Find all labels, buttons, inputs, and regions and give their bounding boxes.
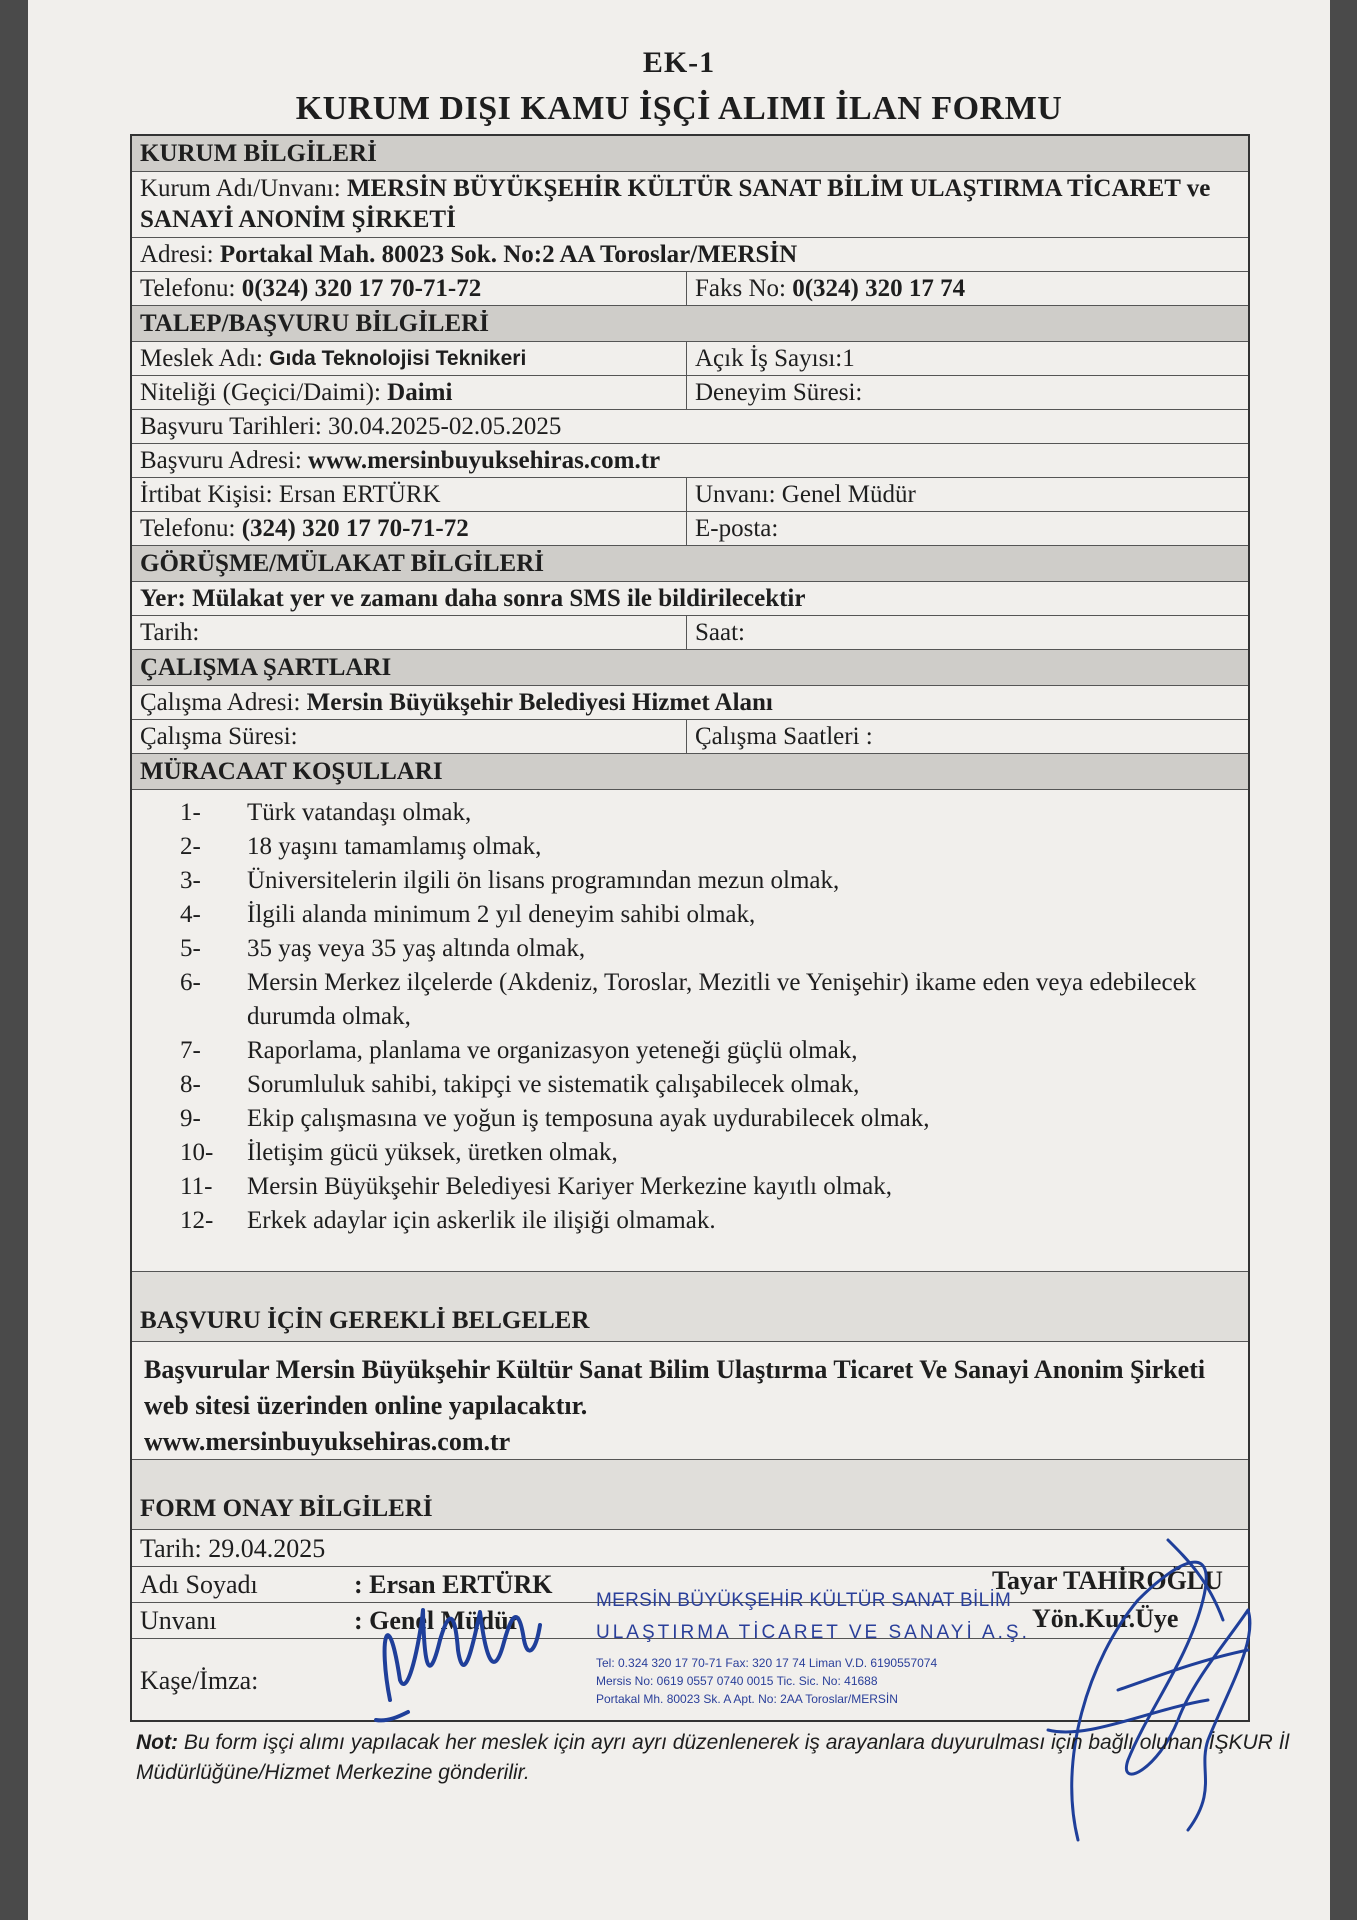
second-signatory-title: Yön.Kur.Üye [1032,1604,1179,1633]
list-item: 1- Türk vatandaşı olmak, [180,799,472,826]
approval-name-value: : Ersan ERTÜRK [354,1570,553,1599]
email-label: E-posta: [695,514,779,542]
interview-place-label: Yer: [140,584,186,612]
list-item: 4- İlgili alanda minimum 2 yıl deneyim sahibi olmak, [180,901,756,928]
section-title: ÇALIŞMA ŞARTLARI [140,653,392,681]
kurum-phone-label: Telefonu: [140,274,236,302]
documents-url: www.mersinbuyuksehiras.com.tr [144,1427,511,1456]
approval-title-value: : Genel Müdür [354,1606,521,1635]
approval-title-label: Unvanı [140,1606,217,1635]
section-title: TALEP/BAŞVURU BİLGİLERİ [140,309,489,337]
form-title: KURUM DIŞI KAMU İŞÇİ ALIMI İLAN FORMU [295,90,1063,127]
section-title: KURUM BİLGİLERİ [140,139,377,167]
approval-name-label: Adı Soyadı [140,1570,258,1599]
openings-label: Açık İş Sayısı: [695,344,843,372]
list-item: 10- İletişim gücü yüksek, üretken olmak, [180,1139,618,1166]
interview-place-value: Mülakat yer ve zamanı daha sonra SMS ile bildirilecektir [192,584,806,612]
documents-body: Başvurular Mersin Büyükşehir Kültür Sanat Bilim Ulaştırma Ticaret Ve Sanayi Anonim Şirketi web sitesi üzerinden online yapılacaktır. [144,1355,1206,1420]
second-signatory-name: Tayar TAHİROĞLU [992,1566,1223,1595]
kurum-name-label: Kurum Adı/Unvanı: [140,175,341,202]
list-item: 6- Mersin Merkez ilçelerde (Akdeniz, Toroslar, Mezitli ve Yenişehir) ikame eden veya edebilecek durumda olmak, [180,969,1197,1030]
note-text: Bu form işçi alımı yapılacak her meslek için ayrı ayrı düzenlenerek iş arayanlara duyurulması için bağlı olunan İŞKUR İl Müdürlüğüne/Hizmet Merkezine gönderilir. [136,1731,1290,1784]
apply-address-value: www.mersinbuyuksehiras.com.tr [308,446,661,474]
kurum-phone-value: 0(324) 320 17 70-71-72 [241,274,482,302]
stamp-line: Portakal Mh. 80023 Sk. A Apt. No: 2AA Toroslar/MERSİN [596,1692,898,1706]
approval-date-label: Tarih: [140,1534,202,1563]
annex-label: EK-1 [642,46,716,79]
section-title: BAŞVURU İÇİN GEREKLİ BELGELER [140,1307,590,1334]
work-duration-label: Çalışma Süresi: [140,722,298,750]
contact-label: İrtibat Kişisi: [140,480,273,508]
openings-value: 1 [842,344,855,372]
kurum-address-label: Adresi: [140,240,214,268]
section-title: FORM ONAY BİLGİLERİ [140,1495,433,1522]
stamp-line: MERSİN BÜYÜKŞEHİR KÜLTÜR SANAT BİLİM [596,1590,1012,1611]
list-item: 12- Erkek adaylar için askerlik ile ilişiği olmamak. [180,1207,716,1234]
interview-time-label: Saat: [695,618,745,646]
job-value: Gıda Teknolojisi Teknikeri [269,346,527,370]
contact-phone-label: Telefonu: [140,514,236,542]
job-label: Meslek Adı: [140,344,263,372]
list-item: 8- Sorumluluk sahibi, takipçi ve sistematik çalışabilecek olmak, [180,1071,860,1098]
contact-title-label: Unvanı: [695,480,776,508]
work-hours-label: Çalışma Saatleri : [695,722,873,750]
stamp-signature-label: Kaşe/İmza: [140,1666,259,1695]
approval-date-value: 29.04.2025 [208,1534,326,1563]
apply-address-label: Başvuru Adresi: [140,446,302,474]
list-item: 3- Üniversitelerin ilgili ön lisans programından mezun olmak, [180,867,840,894]
kurum-fax-label: Faks No: [695,274,786,302]
section-title: GÖRÜŞME/MÜLAKAT BİLGİLERİ [140,549,545,577]
work-address-label: Çalışma Adresi: [140,688,301,716]
stamp-line: Mersis No: 0619 0557 0740 0015 Tic. Sic. No: 41688 [596,1674,878,1688]
stamp-line: ULAŞTIRMA TİCARET VE SANAYİ A.Ş. [596,1622,1030,1643]
list-item: 5- 35 yaş veya 35 yaş altında olmak, [180,935,586,962]
experience-label: Deneyim Süresi: [695,378,863,406]
section-title: MÜRACAAT KOŞULLARI [140,757,443,785]
paper-sheet [28,0,1330,1920]
work-address-value: Mersin Büyükşehir Belediyesi Hizmet Alanı [306,688,773,716]
list-item: 2- 18 yaşını tamamlamış olmak, [180,833,542,860]
contact-title-value: Genel Müdür [781,480,916,508]
stamp-line: Tel: 0.324 320 17 70-71 Fax: 320 17 74 Liman V.D. 6190557074 [596,1656,938,1670]
document [28,0,1330,1920]
kurum-address-value: Portakal Mah. 80023 Sok. No:2 AA Toroslar/MERSİN [219,240,798,268]
list-item: 7- Raporlama, planlama ve organizasyon yeteneği güçlü olmak, [180,1037,858,1064]
interview-date-label: Tarih: [140,618,200,646]
kurum-fax-value: 0(324) 320 17 74 [792,274,966,302]
type-value: Daimi [387,378,453,406]
contact-value: Ersan ERTÜRK [278,480,441,508]
list-item: 9- Ekip çalışmasına ve yoğun iş temposuna ayak uydurabilecek olmak, [180,1105,930,1132]
contact-phone-value: (324) 320 17 70-71-72 [241,514,469,542]
signature-tahiroglu [1048,1540,1250,1840]
type-label: Niteliği (Geçici/Daimi): [140,378,381,406]
kurum-name-value: MERSİN BÜYÜKŞEHİR KÜLTÜR SANAT BİLİM ULAŞTIRMA TİCARET ve SANAYİ ANONİM ŞİRKETİ [140,175,1211,233]
note-label: Not: [136,1731,178,1754]
dates-label: Başvuru Tarihleri: [140,412,322,440]
signatures-layer [28,0,1330,1920]
signature-ertürk [376,1610,540,1720]
list-item: 11- Mersin Büyükşehir Belediyesi Kariyer Merkezine kayıtlı olmak, [180,1173,892,1200]
footer-note [136,1728,1296,1788]
dates-value: 30.04.2025-02.05.2025 [328,412,562,440]
